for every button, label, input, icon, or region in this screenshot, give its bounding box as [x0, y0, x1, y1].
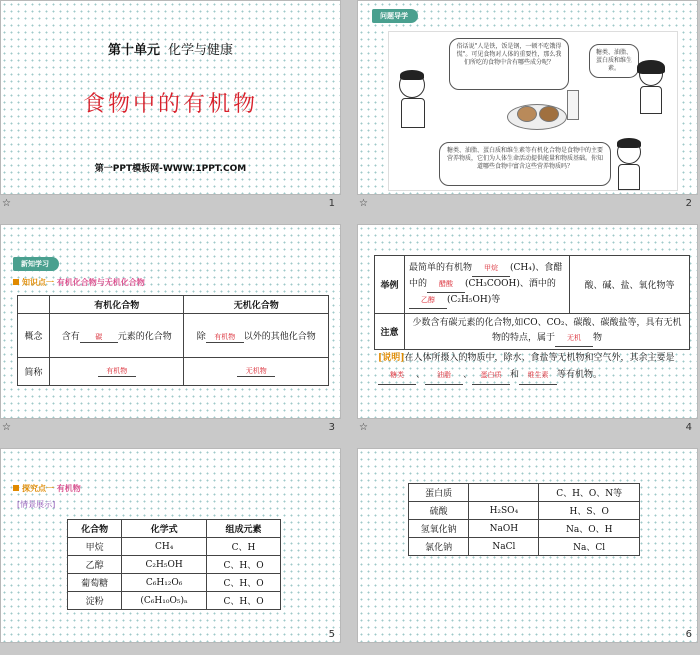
table-header — [18, 296, 50, 314]
table-cell: 含有 碳 元素的化合物 — [50, 314, 184, 358]
table-header: 化学式 — [122, 520, 207, 538]
slide-4[interactable] — [357, 224, 698, 419]
table-header: 有机化合物 — [50, 296, 184, 314]
point-title: 有机物 — [56, 484, 81, 493]
scene-label: [情景展示] — [17, 500, 56, 509]
knowledge-point — [13, 277, 145, 288]
unit-subtitle: 化学与健康 — [168, 43, 234, 58]
star-icon[interactable]: ☆ — [2, 422, 11, 433]
explore-point — [13, 483, 81, 494]
compare-table — [17, 295, 329, 386]
answer-fill: 碳 — [80, 332, 118, 343]
slide-number: 4 — [685, 422, 692, 433]
table-cell — [184, 358, 329, 386]
table-cell: 少数含有碳元素的化合物,如CO、CO₂、碳酸、碳酸盐等，具有无机物的特点，属于 无机 物 — [405, 314, 690, 350]
explanation-note: [说明]在人体所摄入的物质中，除水、食盐等无机物和空气外，其余主要是糖类 、 油脂 、 蛋白质 和 维生素 等有机物。 — [378, 350, 688, 385]
table-cell: 最简单的有机物 甲烷 (CH₄)、食醋中的 醋酸 (CH₃COOH)、酒中的乙醇 (C₂H₅OH)等 — [405, 256, 570, 314]
slide-6[interactable] — [357, 448, 698, 643]
slide-number: 6 — [685, 629, 692, 640]
row-label: 简称 — [18, 358, 50, 386]
compound-table-continued: 蛋白质 C、H、O、N等 硫酸 H₂SO₄ H、S、O 氢氧化钠 NaOH Na、O、H 氯化钠 NaCl Na、Cl — [408, 483, 640, 556]
row-label: 注意 — [375, 314, 405, 350]
slide-title: 食物中的有机物 — [82, 92, 258, 117]
point-title: 有机化合物与无机化合物 — [56, 278, 145, 287]
speech-bubble-right: 糖类、油脂、蛋白质和维生素。 — [589, 44, 639, 78]
point-label: 探究点一 — [22, 484, 54, 493]
table-cell — [50, 358, 184, 386]
cartoon-scene — [388, 31, 678, 191]
example-table — [374, 255, 690, 350]
slide-1[interactable] — [0, 0, 341, 195]
slide-number: 3 — [328, 422, 335, 433]
point-label: 知识点一 — [22, 278, 54, 287]
slide-footer-3 — [0, 419, 341, 439]
table-header: 组成元素 — [207, 520, 281, 538]
slide-5[interactable] — [0, 448, 341, 643]
slide-2[interactable] — [357, 0, 698, 195]
slide-3[interactable] — [0, 224, 341, 419]
star-icon[interactable]: ☆ — [359, 422, 368, 433]
section-tag: 新知学习 — [13, 257, 59, 271]
slide-footer-5 — [0, 629, 341, 655]
slide-number: 2 — [685, 198, 692, 209]
slide-footer-6 — [357, 629, 698, 655]
table-header: 无机化合物 — [184, 296, 329, 314]
unit-heading — [1, 39, 340, 58]
slide-footer-2 — [357, 195, 698, 215]
donut — [539, 106, 559, 122]
site-text: 第一PPT模板网-WWW.1PPT.COM — [94, 164, 247, 174]
compound-table: 化合物 化学式 组成元素 甲烷 CH₄ C、H 乙醇 C₂H₅OH C、H、O 葡萄糖 C₆H₁₂O₆ C、H、O 淀粉 (C₆H₁₀O₅)ₙ C、H、O — [67, 519, 281, 610]
star-icon[interactable]: ☆ — [2, 198, 11, 209]
star-icon[interactable]: ☆ — [359, 198, 368, 209]
slide-number: 5 — [328, 629, 335, 640]
slide-footer-4 — [357, 419, 698, 439]
answer-fill: 有机物 — [206, 332, 244, 343]
slide-footer-1 — [0, 195, 341, 215]
table-cell: 酸、碱、盐、氧化物等 — [570, 256, 690, 314]
answer-fill: 有机物 — [98, 366, 136, 377]
speech-bubble-bottom: 糖类、油脂、蛋白质和维生素等有机化合物是食物中的主要营养物质，它们为人体生命活动提供能量和物质基础。你知道哪些食物中富含这些营养物质吗？ — [439, 142, 611, 186]
section-tag: 问题导学 — [372, 9, 418, 23]
row-label: 概念 — [18, 314, 50, 358]
table-cell: 除 有机物 以外的其他化合物 — [184, 314, 329, 358]
unit-label: 第十单元 — [107, 43, 160, 58]
table-header: 化合物 — [68, 520, 122, 538]
slide-number: 1 — [328, 198, 335, 209]
milk-glass — [567, 90, 579, 120]
speech-bubble-left: 俗话说"人是铁，饭是钢，一顿不吃饿得慌"。可见食物对人体的重要性，那么我们所吃的食物中含有哪些成分呢？ — [449, 38, 569, 90]
row-label: 举例 — [375, 256, 405, 314]
donut — [517, 106, 537, 122]
answer-fill: 无机物 — [237, 366, 275, 377]
